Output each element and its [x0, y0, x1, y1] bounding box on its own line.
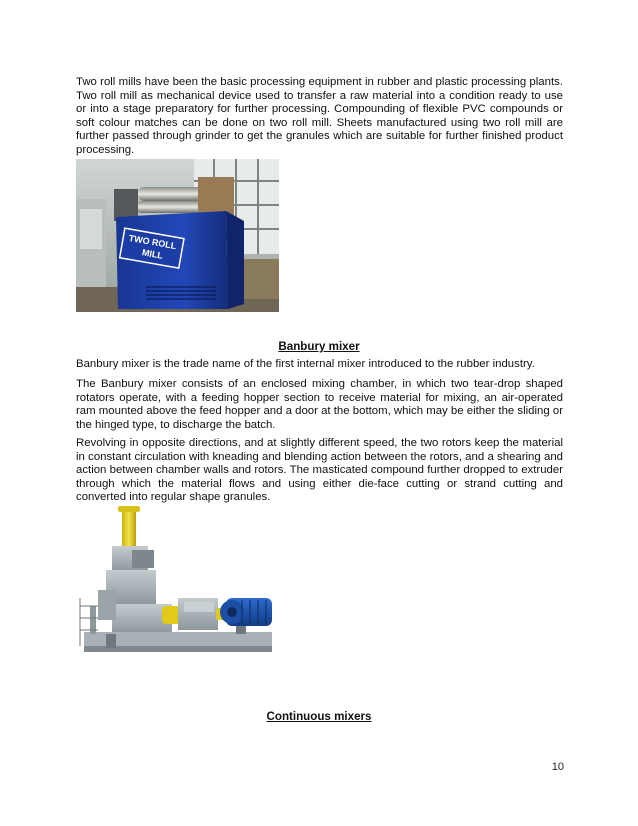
paragraph-banbury-1: Banbury mixer is the trade name of the first internal mixer introduced to the rubber industry. [76, 358, 535, 370]
page-number: 10 [551, 761, 564, 773]
paragraph-banbury-3: Revolving in opposite directions, and at slightly different speed, the two rotors keep the material in constant circulation with kneading and blending action between the rotors, and a shearing and action between chamber walls and rotors. The masticated compound further dropped to extruder through which the material flows and using either die-face cutting or strand cutting and converted into regular shape granules. [76, 437, 563, 504]
banbury-mixer-photo [76, 506, 276, 662]
heading-continuous-mixers: Continuous mixers [266, 710, 372, 723]
two-roll-mill-photo [76, 159, 279, 312]
paragraph-banbury-2: The Banbury mixer consists of an enclosed mixing chamber, in which two tear-drop shaped rotators operate, with a feeding hopper section to receive material for mixing, an air-operated ram mounted above the feed hopper and a door at the bottom, which may be either the sliding or the hinged type, to discharge the batch. [76, 378, 563, 431]
heading-banbury-mixer: Banbury mixer [278, 340, 360, 353]
two-roll-mill-label-line1: TWO ROLL [128, 232, 178, 252]
two-roll-mill-label-line2: MILL [141, 247, 164, 261]
paragraph-two-roll-mill-intro: Two roll mills have been the basic processing equipment in rubber and plastic processing plants. Two roll mill as mechanical device used to transfer a raw material into a condition ready to use or into a stage preparatory for further processing. Compounding of flexible PVC compounds or soft colour matches can be done on two roll mill. Sheets manufactured using two roll mill are further passed through grinder to get the granules which are suitable for further finished product processing. [76, 76, 563, 156]
